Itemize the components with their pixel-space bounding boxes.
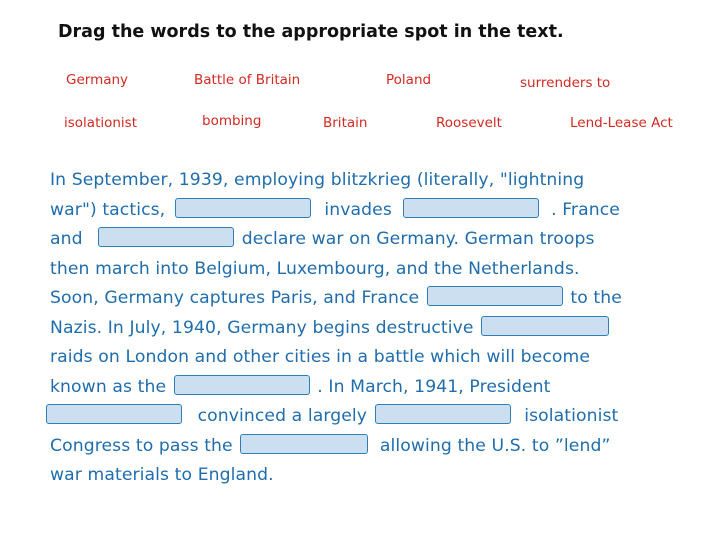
passage-line (50, 432, 690, 462)
drop-zone-9[interactable] (240, 434, 368, 454)
instruction-heading: Drag the words to the appropriate spot in the text. (58, 22, 564, 42)
drop-zone-2[interactable] (403, 198, 539, 218)
passage-text: known as the (50, 376, 167, 397)
drop-zone-7[interactable] (46, 404, 182, 424)
word-chip-lend-lease-act[interactable]: Lend-Lease Act (570, 115, 673, 131)
passage-text: Congress to pass the (50, 435, 233, 456)
passage-text: Nazis. In July, 1940, Germany begins destructive (50, 317, 474, 338)
passage-line (50, 255, 690, 285)
passage-line (50, 225, 690, 255)
passage-line (50, 196, 690, 226)
drop-zone-4[interactable] (427, 286, 563, 306)
passage-text: . In March, 1941, President (317, 376, 551, 397)
passage-text: declare war on Germany. German troops (241, 229, 595, 249)
word-chip-bombing[interactable]: bombing (202, 113, 262, 129)
passage-text: to the (570, 288, 622, 308)
drop-zone-8[interactable] (375, 404, 511, 424)
passage-line (50, 461, 690, 491)
passage-line (50, 166, 690, 196)
passage-text: raids on London and other cities in a battle which will become (50, 347, 591, 367)
drop-zone-1[interactable] (175, 198, 311, 218)
word-chip-roosevelt[interactable]: Roosevelt (436, 115, 502, 131)
passage-text: In September, 1939, employing blitzkrieg (literally, "lightning (50, 170, 585, 190)
passage-line (50, 343, 690, 373)
drop-zone-6[interactable] (174, 375, 310, 395)
passage-text: isolationist (524, 406, 619, 426)
drop-zone-3[interactable] (98, 227, 234, 247)
passage-text: war materials to England. (50, 465, 274, 485)
passage-line (50, 314, 690, 344)
passage-line (50, 402, 690, 432)
passage-text: then march into Belgium, Luxembourg, and the Netherlands. (50, 258, 580, 279)
passage-text: and (50, 229, 83, 249)
passage (50, 166, 690, 491)
passage-text: . France (551, 199, 620, 220)
passage-text: war") tactics, (50, 199, 166, 220)
word-chip-battle-of-britain[interactable]: Battle of Britain (194, 72, 301, 88)
word-chip-britain[interactable]: Britain (323, 115, 368, 131)
passage-text: invades (324, 199, 392, 220)
drop-zone-5[interactable] (481, 316, 609, 336)
word-chip-germany[interactable]: Germany (66, 72, 129, 88)
passage-text: convinced a largely (197, 406, 368, 426)
word-chip-poland[interactable]: Poland (386, 72, 432, 88)
passage-text: allowing the U.S. to ”lend” (379, 435, 611, 456)
word-chip-surrenders-to[interactable]: surrenders to (520, 75, 611, 91)
word-chip-isolationist[interactable]: isolationist (64, 115, 138, 131)
passage-text: Soon, Germany captures Paris, and France (50, 288, 420, 308)
passage-line (50, 373, 690, 403)
passage-line (50, 284, 690, 314)
